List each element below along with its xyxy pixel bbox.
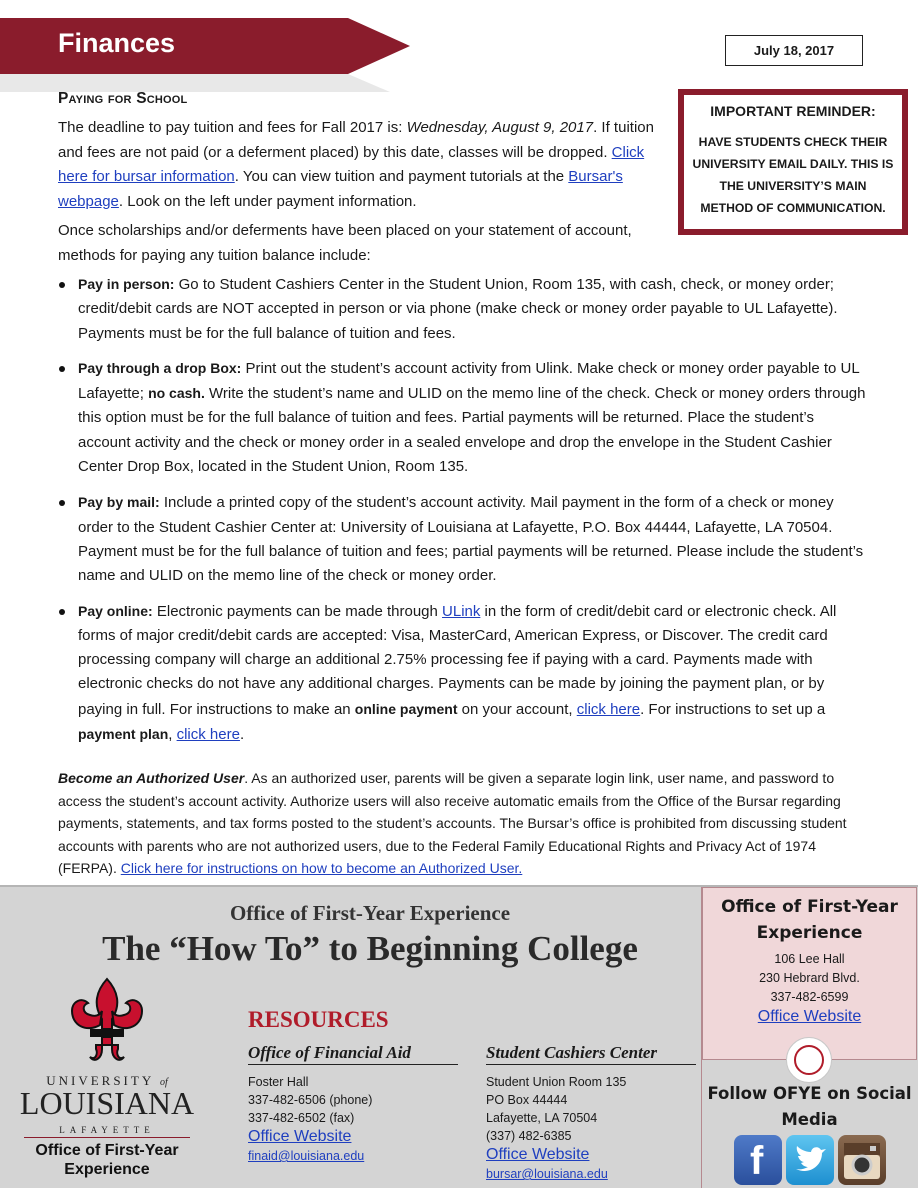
logo-louisiana-text: LOUISIANA (19, 1085, 195, 1121)
footer (0, 885, 918, 1188)
method-text: Write the student’s name and ULID on the memo line of the check. Check or money orders through this option must be for the full balance of tuition and fees. Partial payments will be returned. Place the student’s account activity and the check or money order in a sealed envelope and drop the envelope in the Student Cashier Center Drop Box, located in the Student Union, Room 135. (78, 385, 866, 476)
ofye-address-line: 337-482-6599 (770, 990, 849, 1004)
cashiers-column (486, 1043, 696, 1183)
reminder-body: HAVE STUDENTS CHECK THEIR UNIVERSITY EMAIL DAILY. THIS IS THE UNIVERSITY’S MAIN METHOD OF COMMUNICATION. (692, 135, 894, 215)
payment-plan-term: payment plan (78, 726, 169, 743)
intro-paragraph (58, 116, 673, 214)
list-item-pay-online (58, 599, 868, 748)
method-text: Include a printed copy of the student’s account activity. Mail payment in the form of a check or money order to the Student Cashier Center at: University of Louisiana at Lafayette, P.O. Box 44444, Lafayette, LA 70504. Payment must be for the full balance of tuition and fees; partial payments will be returned. Please include the student’s name and ULID on the memo line of the check or money order. (78, 494, 864, 585)
logo-divider (24, 1137, 190, 1138)
method-text: . (239, 726, 245, 744)
method-text: Electronic payments can be made through (152, 602, 443, 620)
cashiers-line: (337) 482-6385 (486, 1129, 572, 1143)
payment-methods-list (58, 272, 868, 756)
logo-lafayette-text: LAFAYETTE (59, 1125, 155, 1135)
header-ribbon (0, 18, 410, 76)
logo-of-word: of (159, 1077, 168, 1088)
method-label: Pay in person: (78, 276, 175, 292)
date-box: July 18, 2017 (725, 35, 863, 66)
cashiers-line: Student Union Room 135 (486, 1075, 627, 1089)
ofye-address (703, 950, 916, 1007)
reminder-title: IMPORTANT REMINDER: (710, 103, 876, 119)
intro-text-c: . You can view tuition and payment tutorials at the (234, 168, 569, 185)
method-text: , (168, 726, 177, 744)
university-logo (18, 975, 196, 1178)
list-item-pay-by-mail (58, 490, 868, 588)
bullet-dot (59, 282, 65, 288)
bullet-dot (59, 500, 65, 506)
online-payment-term: online payment (354, 700, 458, 717)
method-label: Pay by mail: (78, 494, 160, 511)
logo-office-text: Office of First-Year Experience (35, 1142, 179, 1178)
ofye-website-link[interactable]: Office Website (757, 1008, 862, 1025)
no-cash-note: no cash. (148, 385, 205, 402)
method-text: in the form of credit/debit card or electronic check. All forms of major credit/debit cards are accepted: Visa, MasterCard, American Express, or Discover. The credit card processing company will charge an additional 2.75% processing fee if paying with a card. Payments made with electronic checks do not have any additional charges. Payments can be made by joining the payment plan, or by paying in full. For instructions to make an (78, 602, 837, 718)
cashiers-website-link[interactable]: Office Website (486, 1146, 590, 1163)
facebook-icon[interactable]: f (734, 1135, 782, 1185)
section-title-paying: Paying for School (58, 90, 188, 107)
footer-office-heading: Office of First-Year Experience (229, 901, 511, 925)
ofye-title: Office of First-Year Experience (721, 897, 898, 943)
cashiers-email-link[interactable]: bursar@louisiana.edu (486, 1167, 608, 1181)
online-payment-click-here-link[interactable]: click here (576, 700, 641, 718)
bursar-info-link[interactable]: Click here for bursar information (58, 143, 645, 185)
method-text: Go to Student Cashiers Center in the Student Union, Room 135, with cash, check, or money order; credit/debit cards are NOT accepted in person or via phone (make check or money order payable to UL Lafayette). Payments must be for the full balance of tuition and fees. (78, 276, 838, 342)
authorized-user-text: . As an authorized user, parents will be given a separate login link, user name, and password to access the student’s account activity. Authorize users will also receive automatic emails from the Office of the Bursar regarding payments, statements, and tax forms posted to the student’s accounts. The Bursar’s office is prohibited from discussing student accounts with parents who are not authorized users, due to the Federal Family Educational Rights and Privacy Act of 1974 (FERPA). (58, 770, 847, 876)
financial-aid-website-link[interactable]: Office Website (248, 1128, 352, 1145)
methods-intro: Once scholarships and/or deferments have been placed on your statement of account, methods for paying any tuition balance include: (58, 222, 632, 264)
ofye-sidebar (701, 887, 916, 1188)
method-text: Print out the student’s account activity from Ulink. Make check or money order payable to UL Lafayette; (78, 359, 860, 403)
method-text: . For instructions to set up a (640, 700, 826, 718)
ofye-contact-box (702, 887, 917, 1060)
intro-text-d: . Look on the left under payment information. (118, 192, 417, 210)
deadline-date: Wednesday, August 9, 2017 (406, 119, 594, 136)
fleur-de-lis-icon (60, 975, 154, 1071)
follow-social-text: Follow OFYE on Social Media (707, 1084, 912, 1129)
circle-icon (786, 1037, 832, 1083)
instagram-icon[interactable] (838, 1135, 886, 1185)
bullet-dot (59, 609, 65, 615)
page-title: Finances (58, 28, 176, 58)
ofye-address-line: 106 Lee Hall (774, 952, 845, 966)
financial-aid-line: 337-482-6502 (fax) (248, 1111, 355, 1125)
financial-aid-column (248, 1043, 458, 1165)
cashiers-line: PO Box 44444 (486, 1093, 568, 1107)
method-label: Pay through a drop Box: (78, 359, 242, 376)
ofye-address-line: 230 Hebrard Blvd. (759, 971, 860, 985)
twitter-icon[interactable] (786, 1135, 834, 1185)
financial-aid-line: Foster Hall (248, 1075, 309, 1089)
bullet-dot (59, 366, 65, 372)
cashiers-line: Lafayette, LA 70504 (486, 1111, 598, 1125)
authorized-user-label: Become an Authorized User (58, 770, 245, 786)
authorized-user-paragraph (58, 767, 868, 880)
financial-aid-title: Office of Financial Aid (248, 1043, 458, 1065)
method-label: Pay online: (78, 602, 153, 619)
important-reminder-box (678, 89, 908, 235)
financial-aid-email-link[interactable]: finaid@louisiana.edu (248, 1149, 365, 1163)
payment-plan-click-here-link[interactable]: click here (176, 726, 240, 744)
ulink-link[interactable]: ULink (442, 602, 481, 620)
bursar-webpage-link[interactable]: Bursar's webpage (58, 168, 623, 210)
cashiers-title: Student Cashiers Center (486, 1043, 696, 1065)
intro-text-b: . If tuition and fees are not paid (or a deferment placed) by this date, classes will be dropped. (58, 119, 654, 161)
footer-howto-title: The “How To” to Beginning College (102, 929, 638, 968)
authorized-user-link[interactable]: Click here for instructions on how to become an Authorized User. (120, 860, 523, 876)
logo-university-word: UNIVERSITY (46, 1073, 154, 1088)
list-item-pay-in-person (58, 272, 868, 346)
financial-aid-line: 337-482-6506 (phone) (248, 1093, 373, 1107)
list-item-pay-drop-box (58, 356, 868, 479)
method-text: on your account, (457, 700, 577, 718)
resources-heading: RESOURCES (248, 1007, 389, 1032)
intro-text-a: The deadline to pay tuition and fees for Fall 2017 is: (58, 119, 407, 136)
